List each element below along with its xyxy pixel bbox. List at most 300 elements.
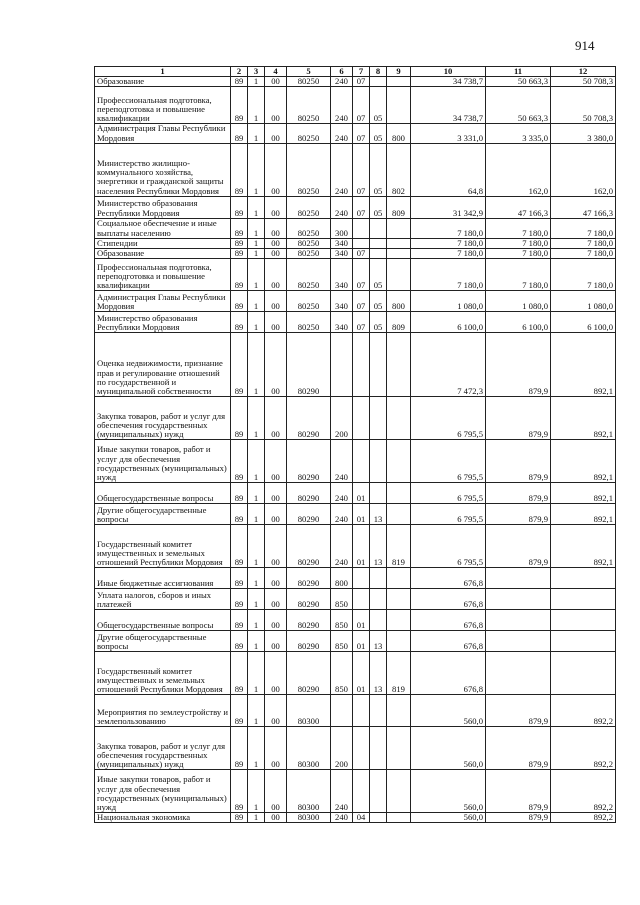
cell-col-7: 01: [353, 504, 370, 525]
cell-col-12: 7 180,0: [551, 259, 616, 291]
cell-col-3: 1: [248, 589, 265, 610]
cell-col-4: 00: [265, 631, 287, 652]
table-row: [95, 652, 616, 695]
cell-col-9: 800: [387, 124, 411, 143]
cell-col-11: 1 080,0: [486, 291, 551, 312]
cell-col-4: 00: [265, 589, 287, 610]
cell-col-4: 00: [265, 196, 287, 218]
cell-col-8: 05: [370, 291, 387, 312]
cell-col-5: 80250: [287, 238, 331, 248]
cell-col-2: 89: [231, 631, 248, 652]
cell-col-6: 850: [331, 631, 353, 652]
cell-col-9: [387, 77, 411, 87]
cell-col-12: 3 380,0: [551, 124, 616, 143]
row-name-cell: Министерство образования Республики Мордовия: [95, 196, 231, 218]
cell-col-2: 89: [231, 218, 248, 238]
cell-col-2: 89: [231, 504, 248, 525]
cell-col-5: 80290: [287, 440, 331, 483]
cell-col-6: 200: [331, 727, 353, 770]
cell-col-5: 80250: [287, 124, 331, 143]
cell-col-6: 850: [331, 610, 353, 631]
cell-col-8: [370, 77, 387, 87]
cell-col-10: 6 100,0: [411, 312, 486, 333]
table-row: [95, 333, 616, 397]
cell-col-5: 80250: [287, 77, 331, 87]
cell-col-3: 1: [248, 124, 265, 143]
cell-col-9: [387, 218, 411, 238]
row-name-cell: Администрация Главы Республики Мордовия: [95, 124, 231, 143]
cell-col-7: [353, 440, 370, 483]
row-name-cell: Иные бюджетные ассигнования: [95, 568, 231, 589]
cell-col-11: 879,9: [486, 770, 551, 813]
cell-col-7: [353, 397, 370, 440]
cell-col-5: 80250: [287, 312, 331, 333]
table-row: [95, 124, 616, 143]
cell-col-3: 1: [248, 238, 265, 248]
cell-col-12: 7 180,0: [551, 218, 616, 238]
cell-col-7: 07: [353, 249, 370, 259]
cell-col-12: 892,1: [551, 397, 616, 440]
cell-col-9: [387, 770, 411, 813]
cell-col-4: 00: [265, 249, 287, 259]
table-header-row: [95, 67, 616, 77]
column-header: 2: [231, 67, 248, 77]
cell-col-10: 7 180,0: [411, 259, 486, 291]
cell-col-6: 240: [331, 196, 353, 218]
cell-col-7: [353, 727, 370, 770]
cell-col-4: 00: [265, 610, 287, 631]
cell-col-4: 00: [265, 770, 287, 813]
cell-col-9: 809: [387, 312, 411, 333]
row-name-cell: Закупка товаров, работ и услуг для обеспечения государственных (муниципальных) нужд: [95, 727, 231, 770]
cell-col-4: 00: [265, 695, 287, 727]
column-header: 11: [486, 67, 551, 77]
cell-col-3: 1: [248, 727, 265, 770]
cell-col-7: 01: [353, 483, 370, 504]
cell-col-10: 560,0: [411, 813, 486, 823]
cell-col-4: 00: [265, 525, 287, 568]
cell-col-6: 340: [331, 249, 353, 259]
row-name-cell: Оценка недвижимости, признание прав и регулирование отношений по государственной и муниципальной собственности: [95, 333, 231, 397]
row-name-cell: Иные закупки товаров, работ и услуг для обеспечения государственных (муниципальных) нужд: [95, 440, 231, 483]
cell-col-8: [370, 218, 387, 238]
cell-col-6: 240: [331, 770, 353, 813]
cell-col-7: [353, 238, 370, 248]
cell-col-8: [370, 440, 387, 483]
table-row: [95, 770, 616, 813]
cell-col-7: 04: [353, 813, 370, 823]
cell-col-5: 80300: [287, 770, 331, 813]
cell-col-11: 7 180,0: [486, 259, 551, 291]
cell-col-9: [387, 483, 411, 504]
cell-col-11: [486, 631, 551, 652]
cell-col-5: 80290: [287, 483, 331, 504]
cell-col-9: 819: [387, 652, 411, 695]
cell-col-5: 80290: [287, 525, 331, 568]
cell-col-12: 50 708,3: [551, 87, 616, 124]
cell-col-9: [387, 631, 411, 652]
cell-col-8: [370, 568, 387, 589]
cell-col-4: 00: [265, 124, 287, 143]
cell-col-9: 802: [387, 143, 411, 196]
cell-col-3: 1: [248, 259, 265, 291]
cell-col-10: 676,8: [411, 610, 486, 631]
cell-col-2: 89: [231, 259, 248, 291]
cell-col-9: 800: [387, 291, 411, 312]
cell-col-10: 6 795,5: [411, 525, 486, 568]
cell-col-11: 50 663,3: [486, 77, 551, 87]
cell-col-9: [387, 727, 411, 770]
cell-col-4: 00: [265, 568, 287, 589]
table-row: [95, 77, 616, 87]
table-row: [95, 589, 616, 610]
cell-col-5: 80300: [287, 813, 331, 823]
table-row: [95, 312, 616, 333]
row-name-cell: Профессиональная подготовка, переподготовка и повышение квалификации: [95, 259, 231, 291]
cell-col-9: [387, 249, 411, 259]
cell-col-2: 89: [231, 196, 248, 218]
cell-col-11: 879,9: [486, 727, 551, 770]
cell-col-2: 89: [231, 291, 248, 312]
cell-col-7: [353, 218, 370, 238]
cell-col-8: 05: [370, 87, 387, 124]
row-name-cell: Мероприятия по землеустройству и землепользованию: [95, 695, 231, 727]
cell-col-6: 850: [331, 589, 353, 610]
page-number: 914: [575, 38, 595, 53]
cell-col-5: 80250: [287, 249, 331, 259]
cell-col-2: 89: [231, 87, 248, 124]
cell-col-10: 676,8: [411, 568, 486, 589]
cell-col-10: 34 738,7: [411, 77, 486, 87]
cell-col-10: 676,8: [411, 652, 486, 695]
cell-col-9: [387, 333, 411, 397]
cell-col-12: 162,0: [551, 143, 616, 196]
cell-col-11: [486, 568, 551, 589]
cell-col-6: 240: [331, 440, 353, 483]
cell-col-8: [370, 333, 387, 397]
cell-col-3: 1: [248, 568, 265, 589]
cell-col-5: 80300: [287, 695, 331, 727]
cell-col-6: 240: [331, 813, 353, 823]
row-name-cell: Иные закупки товаров, работ и услуг для обеспечения государственных (муниципальных) нужд: [95, 770, 231, 813]
cell-col-3: 1: [248, 291, 265, 312]
cell-col-2: 89: [231, 525, 248, 568]
cell-col-10: 3 331,0: [411, 124, 486, 143]
cell-col-5: 80290: [287, 631, 331, 652]
cell-col-12: [551, 568, 616, 589]
column-header: 12: [551, 67, 616, 77]
cell-col-8: [370, 589, 387, 610]
cell-col-8: 05: [370, 259, 387, 291]
table-row: [95, 610, 616, 631]
cell-col-6: 240: [331, 124, 353, 143]
cell-col-7: [353, 695, 370, 727]
cell-col-4: 00: [265, 397, 287, 440]
cell-col-10: 676,8: [411, 631, 486, 652]
cell-col-10: 560,0: [411, 770, 486, 813]
cell-col-9: [387, 504, 411, 525]
cell-col-11: 879,9: [486, 695, 551, 727]
cell-col-2: 89: [231, 77, 248, 87]
cell-col-6: 800: [331, 568, 353, 589]
cell-col-4: 00: [265, 218, 287, 238]
cell-col-10: 7 180,0: [411, 218, 486, 238]
cell-col-3: 1: [248, 143, 265, 196]
cell-col-7: 07: [353, 291, 370, 312]
cell-col-2: 89: [231, 652, 248, 695]
cell-col-11: [486, 589, 551, 610]
cell-col-4: 00: [265, 333, 287, 397]
cell-col-6: [331, 333, 353, 397]
cell-col-3: 1: [248, 440, 265, 483]
cell-col-11: 7 180,0: [486, 249, 551, 259]
cell-col-11: 879,9: [486, 525, 551, 568]
column-header: 10: [411, 67, 486, 77]
table-row: [95, 695, 616, 727]
cell-col-11: 879,9: [486, 397, 551, 440]
cell-col-9: [387, 695, 411, 727]
cell-col-4: 00: [265, 440, 287, 483]
row-name-cell: Социальное обеспечение и иные выплаты населению: [95, 218, 231, 238]
cell-col-10: 6 795,5: [411, 504, 486, 525]
table-row: [95, 504, 616, 525]
cell-col-7: 01: [353, 525, 370, 568]
cell-col-6: 340: [331, 291, 353, 312]
cell-col-3: 1: [248, 218, 265, 238]
cell-col-8: [370, 397, 387, 440]
cell-col-8: 13: [370, 525, 387, 568]
cell-col-12: 892,2: [551, 695, 616, 727]
table-row: [95, 291, 616, 312]
cell-col-8: [370, 610, 387, 631]
cell-col-8: [370, 727, 387, 770]
cell-col-4: 00: [265, 813, 287, 823]
table-row: [95, 631, 616, 652]
table-row: [95, 440, 616, 483]
cell-col-2: 89: [231, 124, 248, 143]
cell-col-12: 892,1: [551, 525, 616, 568]
cell-col-4: 00: [265, 238, 287, 248]
cell-col-9: 809: [387, 196, 411, 218]
cell-col-5: 80290: [287, 504, 331, 525]
cell-col-8: 13: [370, 504, 387, 525]
cell-col-11: 50 663,3: [486, 87, 551, 124]
cell-col-5: 80250: [287, 143, 331, 196]
cell-col-7: 01: [353, 652, 370, 695]
cell-col-2: 89: [231, 589, 248, 610]
cell-col-5: 80290: [287, 333, 331, 397]
cell-col-12: 892,1: [551, 333, 616, 397]
cell-col-6: 240: [331, 143, 353, 196]
cell-col-6: 240: [331, 483, 353, 504]
cell-col-4: 00: [265, 483, 287, 504]
cell-col-10: 6 795,5: [411, 483, 486, 504]
column-header: 1: [95, 67, 231, 77]
cell-col-5: 80250: [287, 218, 331, 238]
cell-col-7: 07: [353, 312, 370, 333]
cell-col-3: 1: [248, 610, 265, 631]
cell-col-12: 892,1: [551, 483, 616, 504]
cell-col-10: 7 472,3: [411, 333, 486, 397]
budget-table: [94, 66, 616, 823]
column-header: 4: [265, 67, 287, 77]
cell-col-7: 07: [353, 87, 370, 124]
cell-col-3: 1: [248, 249, 265, 259]
cell-col-3: 1: [248, 483, 265, 504]
cell-col-2: 89: [231, 440, 248, 483]
cell-col-5: 80290: [287, 397, 331, 440]
cell-col-3: 1: [248, 504, 265, 525]
cell-col-9: [387, 397, 411, 440]
cell-col-4: 00: [265, 312, 287, 333]
cell-col-3: 1: [248, 813, 265, 823]
cell-col-12: 6 100,0: [551, 312, 616, 333]
cell-col-7: 01: [353, 631, 370, 652]
cell-col-6: 240: [331, 504, 353, 525]
cell-col-9: [387, 440, 411, 483]
cell-col-4: 00: [265, 259, 287, 291]
cell-col-2: 89: [231, 312, 248, 333]
cell-col-2: 89: [231, 568, 248, 589]
column-header: 9: [387, 67, 411, 77]
cell-col-10: 64,8: [411, 143, 486, 196]
cell-col-11: 879,9: [486, 440, 551, 483]
cell-col-9: [387, 610, 411, 631]
cell-col-12: 7 180,0: [551, 238, 616, 248]
cell-col-3: 1: [248, 397, 265, 440]
cell-col-5: 80300: [287, 727, 331, 770]
cell-col-11: 162,0: [486, 143, 551, 196]
table-row: [95, 813, 616, 823]
cell-col-2: 89: [231, 333, 248, 397]
cell-col-5: 80290: [287, 589, 331, 610]
cell-col-6: 200: [331, 397, 353, 440]
cell-col-7: 07: [353, 196, 370, 218]
cell-col-10: 31 342,9: [411, 196, 486, 218]
cell-col-2: 89: [231, 695, 248, 727]
cell-col-8: [370, 813, 387, 823]
cell-col-5: 80250: [287, 291, 331, 312]
cell-col-8: [370, 770, 387, 813]
row-name-cell: Другие общегосударственные вопросы: [95, 631, 231, 652]
table-row: [95, 143, 616, 196]
cell-col-5: 80250: [287, 196, 331, 218]
row-name-cell: Профессиональная подготовка, переподготовка и повышение квалификации: [95, 87, 231, 124]
row-name-cell: Уплата налогов, сборов и иных платежей: [95, 589, 231, 610]
cell-col-8: 13: [370, 652, 387, 695]
table-row: [95, 87, 616, 124]
cell-col-12: [551, 610, 616, 631]
cell-col-12: 892,2: [551, 727, 616, 770]
cell-col-6: 850: [331, 652, 353, 695]
cell-col-7: 07: [353, 259, 370, 291]
cell-col-2: 89: [231, 143, 248, 196]
cell-col-5: 80250: [287, 87, 331, 124]
cell-col-2: 89: [231, 249, 248, 259]
cell-col-9: [387, 813, 411, 823]
cell-col-2: 89: [231, 727, 248, 770]
cell-col-6: 340: [331, 259, 353, 291]
cell-col-12: [551, 652, 616, 695]
cell-col-12: 892,2: [551, 813, 616, 823]
cell-col-12: 892,1: [551, 440, 616, 483]
cell-col-4: 00: [265, 652, 287, 695]
cell-col-11: 47 166,3: [486, 196, 551, 218]
table-row: [95, 525, 616, 568]
table-row: [95, 259, 616, 291]
column-header: 5: [287, 67, 331, 77]
cell-col-10: 1 080,0: [411, 291, 486, 312]
cell-col-11: 879,9: [486, 333, 551, 397]
cell-col-4: 00: [265, 727, 287, 770]
cell-col-2: 89: [231, 483, 248, 504]
cell-col-12: 7 180,0: [551, 249, 616, 259]
cell-col-12: [551, 589, 616, 610]
cell-col-4: 00: [265, 291, 287, 312]
cell-col-11: 3 335,0: [486, 124, 551, 143]
table-row: [95, 397, 616, 440]
row-name-cell: Стипендии: [95, 238, 231, 248]
table-row: [95, 483, 616, 504]
cell-col-10: 34 738,7: [411, 87, 486, 124]
cell-col-2: 89: [231, 397, 248, 440]
cell-col-3: 1: [248, 652, 265, 695]
cell-col-4: 00: [265, 504, 287, 525]
cell-col-12: 892,2: [551, 770, 616, 813]
cell-col-10: 6 795,5: [411, 397, 486, 440]
row-name-cell: Администрация Главы Республики Мордовия: [95, 291, 231, 312]
row-name-cell: Общегосударственные вопросы: [95, 610, 231, 631]
cell-col-10: 676,8: [411, 589, 486, 610]
cell-col-12: 50 708,3: [551, 77, 616, 87]
cell-col-7: [353, 589, 370, 610]
cell-col-2: 89: [231, 610, 248, 631]
column-header: 7: [353, 67, 370, 77]
row-name-cell: Закупка товаров, работ и услуг для обеспечения государственных (муниципальных) нужд: [95, 397, 231, 440]
cell-col-3: 1: [248, 87, 265, 124]
cell-col-9: [387, 589, 411, 610]
table-row: [95, 196, 616, 218]
cell-col-11: [486, 610, 551, 631]
cell-col-3: 1: [248, 770, 265, 813]
row-name-cell: Министерство жилищно-коммунального хозяйства, энергетики и гражданской защиты населения Республики Мордовия: [95, 143, 231, 196]
row-name-cell: Образование: [95, 77, 231, 87]
cell-col-6: 240: [331, 87, 353, 124]
column-header: 8: [370, 67, 387, 77]
row-name-cell: Государственный комитет имущественных и земельных отношений Республики Мордовия: [95, 525, 231, 568]
cell-col-10: 560,0: [411, 727, 486, 770]
row-name-cell: Общегосударственные вопросы: [95, 483, 231, 504]
cell-col-7: 01: [353, 610, 370, 631]
cell-col-11: 6 100,0: [486, 312, 551, 333]
cell-col-7: 07: [353, 143, 370, 196]
cell-col-11: 879,9: [486, 504, 551, 525]
cell-col-9: 819: [387, 525, 411, 568]
cell-col-11: 879,9: [486, 813, 551, 823]
cell-col-4: 00: [265, 87, 287, 124]
cell-col-5: 80290: [287, 610, 331, 631]
cell-col-7: [353, 770, 370, 813]
cell-col-6: 340: [331, 312, 353, 333]
row-name-cell: Министерство образования Республики Мордовия: [95, 312, 231, 333]
cell-col-6: 300: [331, 218, 353, 238]
cell-col-5: 80250: [287, 259, 331, 291]
cell-col-2: 89: [231, 238, 248, 248]
cell-col-8: 05: [370, 143, 387, 196]
cell-col-8: [370, 695, 387, 727]
row-name-cell: Другие общегосударственные вопросы: [95, 504, 231, 525]
cell-col-5: 80290: [287, 568, 331, 589]
